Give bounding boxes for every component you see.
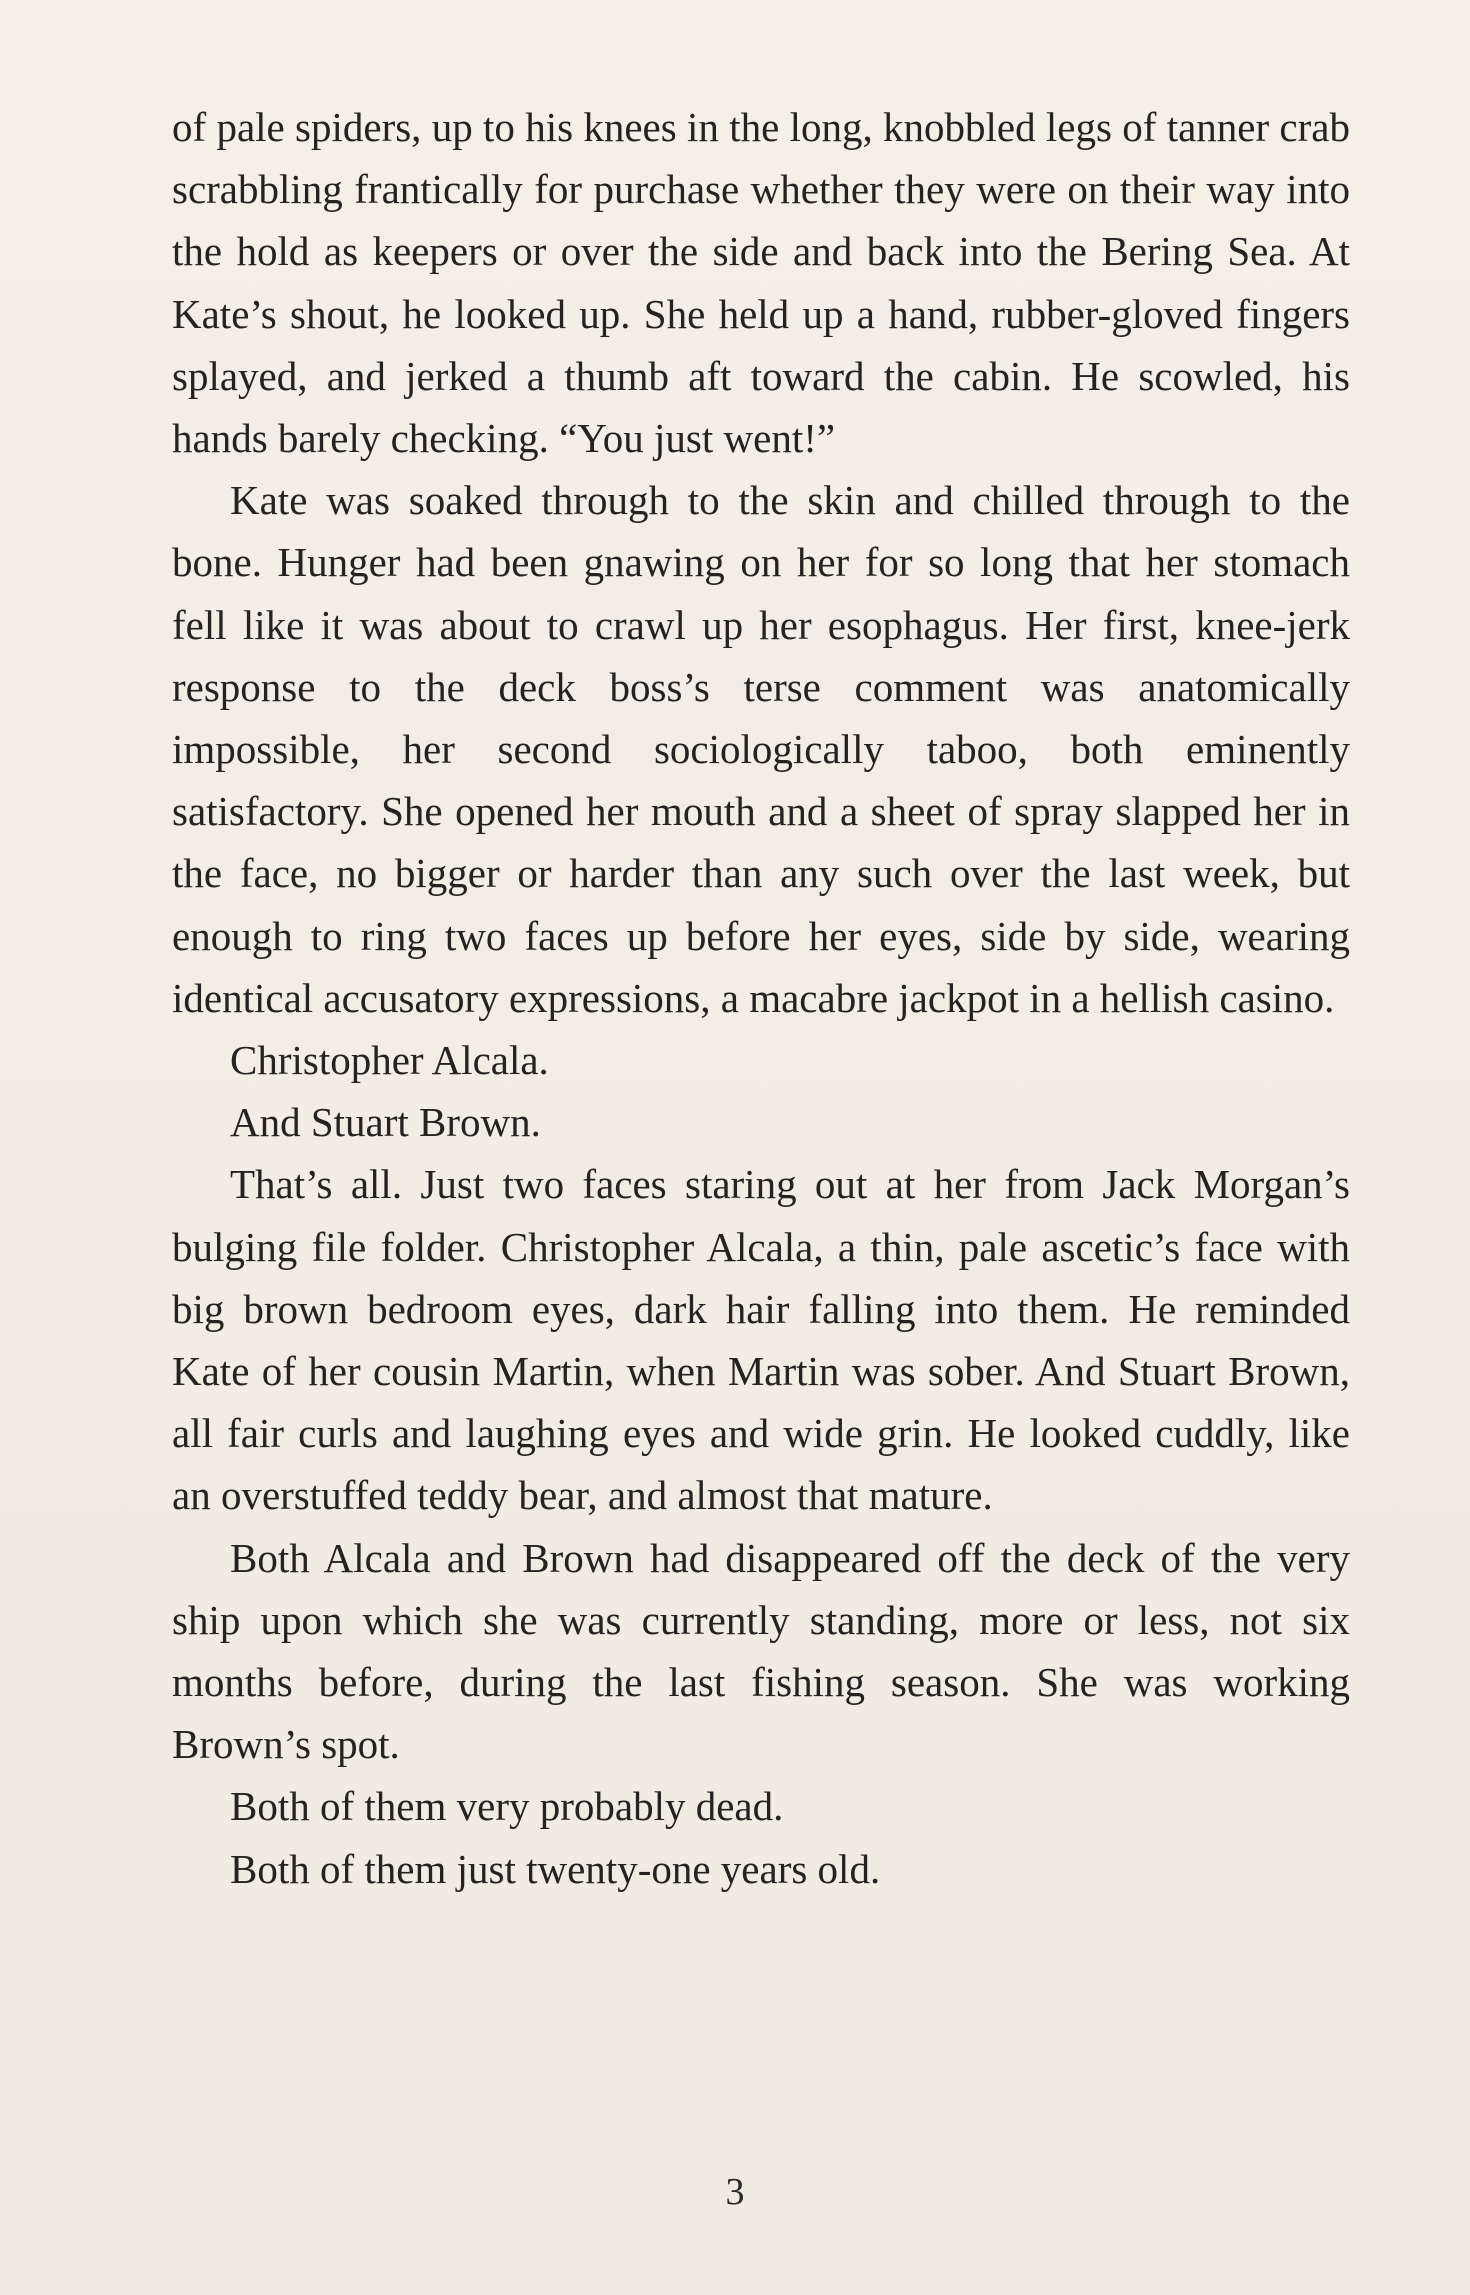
paragraph-5: That’s all. Just two faces staring out at her from Jack Morgan’s bulging file folder. Christopher Alcala, a thin, pale ascetic’s face with big brown bedroom eyes, dark hair falling into them. He reminded Kate of her cousin Martin, when Martin was sober. And Stuart Brown, all fair curls and laughing eyes and wide grin. He looked cuddly, like an overstuffed teddy bear, and almost that mature. xyxy=(172,1161,1350,1519)
paragraph-3: Christopher Alcala. xyxy=(230,1037,549,1084)
paragraph-6: Both Alcala and Brown had disappeared off the deck of the very ship upon which she was currently standing, more or less, not six months before, during the last fishing season. She was working Brown’s spot. xyxy=(172,1534,1350,1768)
body-text xyxy=(172,96,1350,1900)
page-number: 3 xyxy=(725,2171,745,2213)
paragraph-4: And Stuart Brown. xyxy=(230,1099,541,1146)
paragraph-8: Both of them just twenty-one years old. xyxy=(230,1845,881,1892)
paragraph-2: Kate was soaked through to the skin and chilled through to the bone. Hunger had been gnawing on her for so long that her stomach fell like it was about to crawl up her esophagus. Her first, knee-jerk response to the deck boss’s terse comment was anatomically impossible, her second sociologically taboo, both eminently satisfactory. She opened her mouth and a sheet of spray slapped her in the face, no bigger or harder than any such over the last week, but enough to ring two faces up before her eyes, side by side, wearing identical accusatory expressions, a macabre jackpot in a hellish casino. xyxy=(172,477,1350,1021)
paragraph-1: of pale spiders, up to his knees in the long, knobbled legs of tanner crab scrabbling frantically for purchase whether they were on their way into the hold as keepers or over the side and back into the Bering Sea. At Kate’s shout, he looked up. She held up a hand, rubber-gloved fingers splayed, and jerked a thumb aft toward the cabin. He scowled, his hands barely checking. “You just went!” xyxy=(172,104,1350,462)
paragraph-7: Both of them very probably dead. xyxy=(230,1783,784,1830)
